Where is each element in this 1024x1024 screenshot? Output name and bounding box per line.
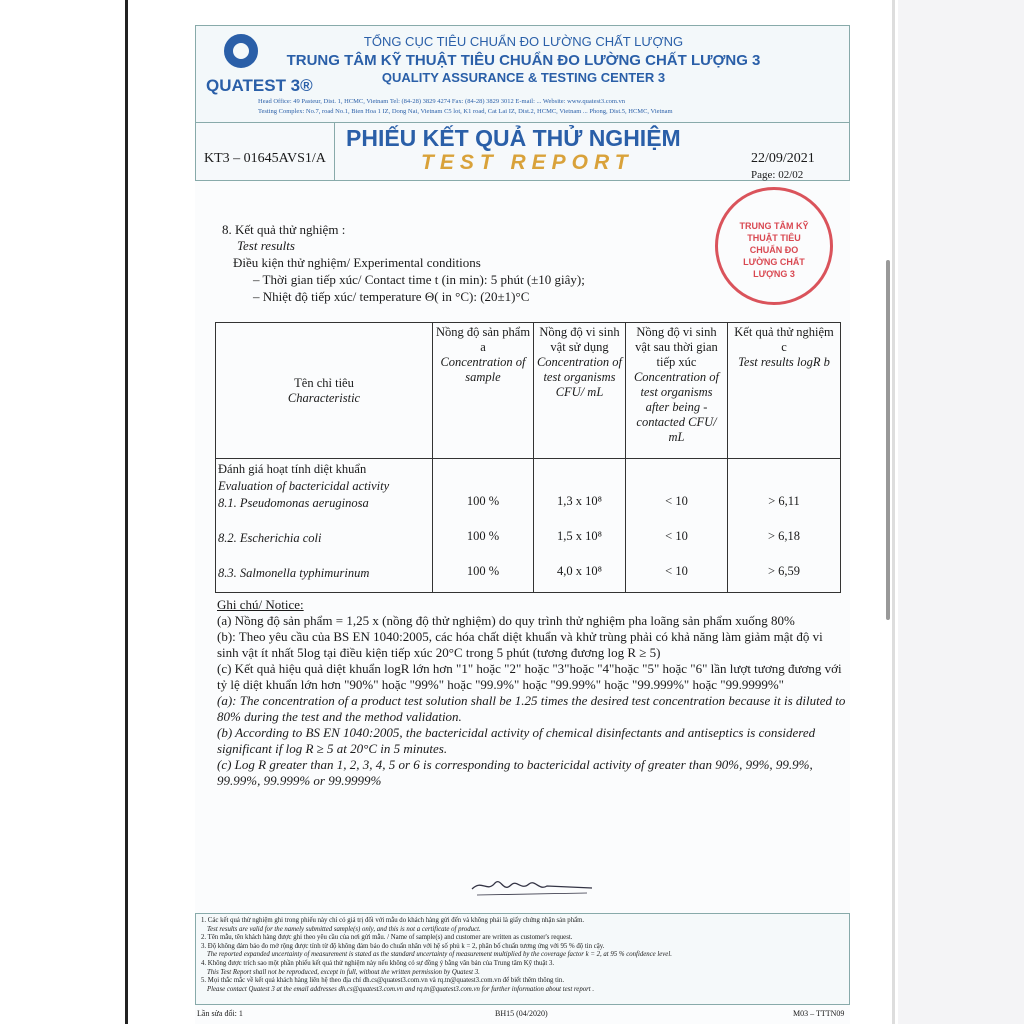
results-table: [215, 322, 841, 593]
org-name: TRUNG TÂM KỸ THUẬT TIÊU CHUẨN ĐO LƯỜNG CHẤT LƯỢNG 3: [286, 52, 761, 69]
contact-time: – Thời gian tiếp xúc/ Contact time t (in min): 5 phút (±10 giây);: [253, 272, 585, 287]
background: [898, 0, 1024, 1024]
conditions: Điều kiện thử nghiệm/ Experimental conditions: [233, 255, 481, 270]
report-date: 22/09/2021: [751, 151, 815, 166]
quatest-logo: QUATEST 3®: [206, 32, 276, 112]
report-title-bar: [195, 123, 850, 181]
revision: Lần sửa đổi: 1: [197, 1009, 243, 1018]
signature: [467, 871, 597, 901]
org-name-en: QUALITY ASSURANCE & TESTING CENTER 3: [381, 70, 666, 85]
section-title-en: Test results: [237, 238, 295, 253]
letterhead: [195, 25, 850, 123]
official-stamp: TRUNG TÂM KỸ THUẬT TIÊU CHUẨN ĐO LƯỜNG CHẤT LƯỢNG 3: [715, 187, 833, 305]
table-body: Đánh giá hoạt tính diệt khuẩn Evaluation of bactericidal activity 8.1. Pseudomonas aeruginosa 8.2. Escherichia coli 8.3. Salmonella typhimurinum 100 % 100 % 100 % 1,3 x 10⁸ 1,5 x 10⁸ 4,0 x 10⁸ < 10 < 10 < 10 > 6,11 > 6,18 > 6,59: [216, 459, 841, 593]
org-parent: TỔNG CỤC TIÊU CHUẨN ĐO LƯỜNG CHẤT LƯỢNG: [363, 34, 684, 49]
footer-notes: 1. Các kết quả thử nghiệm ghi trong phiếu này chỉ có giá trị đối với mẫu do khách hàng gửi đến và không phải là giấy chứng nhận sản phẩm. Test results are valid for the namely submitted sample(s) only, and this is not a certificate of product. 2. Tên mẫu, tên khách hàng được ghi theo yêu cầu của nơi gửi mẫu. / Name of sample(s) and customer are written as customer's request. 3. Độ không đảm bảo đo mở rộng được tính từ độ không đảm bảo đo chuẩn nhân với hệ số phủ k = 2, phân bố chuẩn tương ứng với 95 % độ tin cậy. The reported expanded uncertainty of measurement is stated as the standard uncertainty of measurement multiplied by the coverage factor k = 2, at 95 % confidence level. 4. Không được trích sao một phần phiếu kết quả thử nghiệm này nếu không có sự đồng ý bằng văn bản của Trung tâm Kỹ thuật 3. This Test Report shall not be reproduced, except in full, without the written permission by Quatest 3. 5. Mọi thắc mắc về kết quả khách hàng liên hệ theo địa chỉ dh.cs@quatest3.com.vn và rq.tn@quatest3.com.vn để biết thêm thông tin. Please contact Quatest 3 at the email addresses dh.cs@quatest3.com.vn and rq.tn@quatest3.com.vn for further information about test report .: [195, 913, 850, 1005]
scrollbar[interactable]: [886, 260, 890, 620]
temperature: – Nhiệt độ tiếp xúc/ temperature Θ( in °C): (20±1)°C: [253, 289, 530, 304]
doc-code: M03 – TTTN09: [793, 1009, 845, 1018]
section-title: 8. Kết quả thử nghiệm :: [222, 222, 346, 237]
testing-complex: Testing Complex: No.7, road No.1, Bien Hoa 1 IZ, Dong Nai, Vietnam C5 lot, K1 road, Cat Lai IZ, Dist.2, HCMC, Vietnam ... Phong, Dist.5, HCMC, Vietnam: [258, 108, 673, 115]
head-office: Head Office: 49 Pasteur, Dist. 1, HCMC, Vietnam Tel: (84-28) 3829 4274 Fax: (84-28) 3829 3012 E-mail: ... Website: www.quatest3.com.vn: [258, 98, 626, 105]
report-code: KT3 – 01645AVS1/A: [204, 151, 326, 166]
page-number: Page: 02/02: [751, 169, 804, 181]
notice: Ghi chú/ Notice: (a) Nồng độ sản phẩm = 1,25 x (nồng độ thử nghiệm) do quy trình thử nghiệm pha loãng sản phẩm xuống 80% (b): Theo yêu cầu của BS EN 1040:2005, các hóa chất diệt khuẩn và khử trùng phải có khả năng làm giảm mật độ vi sinh vật ít nhất 5log tại điều kiện tiếp xúc 20°C trong 5 phút (tương đương log R ≥ 5) (c) Kết quả hiệu quả diệt khuẩn logR lớn hơn "1" hoặc "2" hoặc "3"hoặc "4"hoặc "5" hoặc "6" lần lượt tương đương với tỷ lệ diệt khuẩn lớn hơn "90%" hoặc "99%" hoặc "99.9%" hoặc "99.99%" hoặc "99.999%" hoặc "99.9999%" (a): The concentration of a product test solution shall be 1.25 times the desired test concentration because it is diluted to 80% during the test and the method validation. (b) According to BS EN 1040:2005, the bactericidal activity of chemical disinfectants and antiseptics is considered significant if log R ≥ 5 at 20°C in 5 minutes. (c) Log R greater than 1, 2, 3, 4, 5 or 6 is corresponding to bactericidal activity of greater than 90%, 99%, 99.9%, 99.99%, 99.999% or 99.9999%: [217, 597, 846, 788]
report-title-en: TEST REPORT: [421, 151, 634, 174]
form-code: BH15 (04/2020): [495, 1009, 548, 1018]
report-title-vi: PHIẾU KẾT QUẢ THỬ NGHIỆM: [346, 125, 681, 151]
table-header: Tên chỉ tiêu Characteristic Nồng độ sản phẩm a Concentration of sample Nồng độ vi sinh vật sử dụng Concentration of test organisms CFU/ mL Nồng độ vi sinh vật sau thời gian tiếp xúc Concentration of test organisms after being - contacted CFU/ mL Kết quả thử nghiệm c Test results logR b: [216, 323, 841, 459]
test-report-document: [195, 25, 850, 1024]
